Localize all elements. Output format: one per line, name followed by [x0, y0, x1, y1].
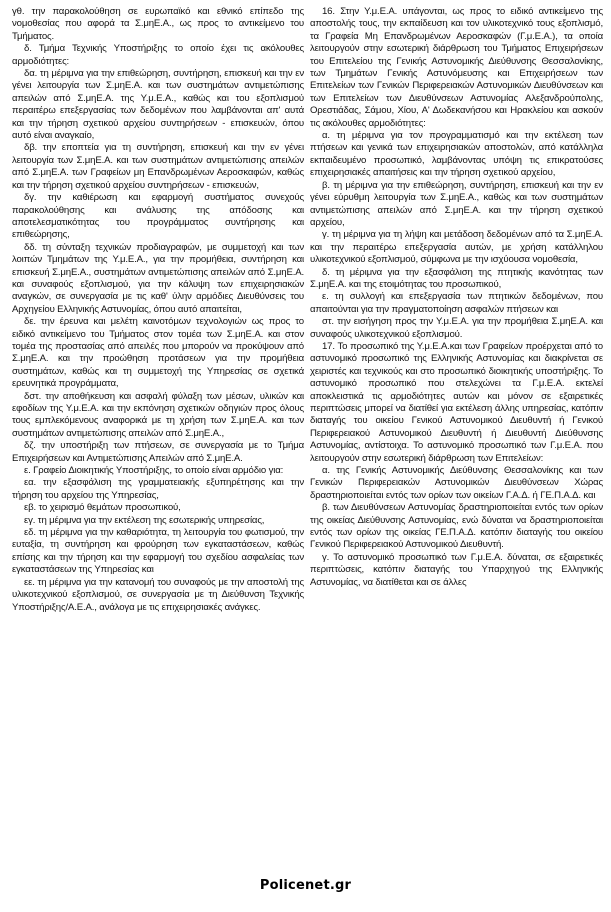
- paragraph: ε. Γραφείο Διοικητικής Υποστήριξης, το οποίο είναι αρμόδιο για:: [24, 465, 284, 477]
- paragraph: δ. τη μέριμνα για την εξασφάλιση της πτητικής ικανότητας των Σ.μηΕ.Α. και της ετοιμότητας του προσωπικού,: [310, 266, 603, 290]
- paragraph: δ. Τμήμα Τεχνικής Υποστήριξης το οποίο έχει τις ακόλουθες αρμοδιότητες:: [12, 43, 304, 67]
- left-text-column: [12, 6, 304, 870]
- site-watermark: Policenet.gr: [259, 878, 352, 893]
- paragraph: στ. την εισήγηση προς την Υ.μ.Ε.Α. για την προμήθεια Σ.μηΕ.Α. και συναφούς υλικοτεχνικού εξοπλισμού.: [310, 316, 603, 340]
- paragraph: εγ. τη μέριμνα για την εκτέλεση της εσωτερικής υπηρεσίας,: [24, 514, 265, 526]
- paragraph: δζ. την υποστήριξη των πτήσεων, σε συνεργασία με το Τμήμα Επιχειρήσεων και Αντιμετώπισης Απειλών από Σ.μηΕ.Α.: [12, 440, 304, 464]
- paragraph: α. τη μέριμνα για τον προγραμματισμό και την εκτέλεση των πτήσεων και γενικά των επιχειρησιακών αποστολών, από κατάλληλα εκπαιδευμένο προσωπικό, λαμβάνοντας υπόψη τις επικρατούσες επιχειρησιακές απαιτήσεις και την τήρηση σχετικού αρχείου,: [310, 130, 603, 179]
- paragraph: β. τη μέριμνα για την επιθεώρηση, συντήρηση, επισκευή και την εν γένει εύρυθμη λειτουργία των Σ.μηΕ.Α., καθώς και των συστημάτων αντιμετώπισης απειλών από Σ.μηΕ.Α. και την τήρηση σχετικού αρχείου,: [310, 179, 603, 228]
- paragraph: εδ. τη μέριμνα για την καθαριότητα, τη λειτουργία του φωτισμού, την ευταξία, τη συντήρηση και φρούρηση των εγκαταστάσεων, καθώς επίσης και την τήρηση και την εφαρμογή του σχεδίου ασφαλείας των εγκαταστάσεων της Υπηρεσίας και: [12, 527, 304, 576]
- paragraph: ε. τη συλλογή και επεξεργασία των πτητικών δεδομένων, που απαιτούνται για την πραγματοποίηση ασφαλών πτήσεων και: [310, 291, 603, 315]
- paragraph: γθ. την παρακολούθηση σε ευρωπαϊκό και εθνικό επίπεδο της νομοθεσίας που αφορά τα Σ.μηΕ.Α., ως προς το αντικείμενο του Τμήματος.: [12, 6, 304, 42]
- paragraph: δα. τη μέριμνα για την επιθεώρηση, συντήρηση, επισκευή και την εν γένει λειτουργία των Σ.μηΕ.Α. και των συστημάτων αντιμετώπισης απειλών από Σ.μηΕ.Α. της Υ.μ.Ε.Α., καθώς και του εξοπλισμού περαιτέρω επεξεργασίας των δεδομένων που λαμβάνονται απ' αυτά και την τήρηση σχετικού αρχείου συντηρήσεων - επισκευών, όπου αυτό είναι αναγκαίο,: [12, 68, 304, 142]
- paragraph: δε. την έρευνα και μελέτη καινοτόμων τεχνολογιών ως προς το ειδικό αντικείμενο του Τμήματος στον τομέα των Σ.μηΕ.Α. και στον τομέα της προστασίας από απειλές που μπορούν να προκύψουν από Σ.μηΕ.Α. και την προώθηση προτάσεων για την προμήθεια συστημάτων, καθώς και τη συμμετοχή της Υπηρεσίας σε σχετικά ερευνητικά προγράμματα,: [12, 316, 304, 390]
- paragraph: δδ. τη σύνταξη τεχνικών προδιαγραφών, με συμμετοχή και των λοιπών Τμημάτων της Υ.μ.Ε.Α., για την προμήθεια, συντήρηση και επισκευή Σ.μηΕ.Α., συστημάτων αντιμετώπισης απειλών από Σ.μηΕ.Α. και συναφούς εξοπλισμού, για την κάλυψη των επιχειρησιακών αναγκών, σε συνεργασία με τις καθ' ύλην αρμόδιες Διευθύνσεις του Αρχηγείου Ελληνικής Αστυνομίας, όπου αυτό απαιτείται,: [12, 241, 304, 315]
- paragraph: α. της Γενικής Αστυνομικής Διεύθυνσης Θεσσαλονίκης και των Γενικών Περιφερειακών Αστυνομικών Διευθύνσεων Χώρας δραστηριοποιείται εντός των ορίων των οικείων Γ.Α.Δ. ή ΓΕ.Π.Α.Δ. και: [310, 465, 603, 501]
- paragraph: εβ. το χειρισμό θεμάτων προσωπικού,: [24, 502, 181, 514]
- paragraph: δγ. την καθιέρωση και εφαρμογή συστήματος συνεχούς παρακολούθησης και ανάλυσης της απόδοσης και αποτελεσματικότητας του προγράμματος συντήρησης και επιθεώρησης,: [12, 192, 304, 241]
- right-text-column: [310, 6, 603, 870]
- paragraph: δστ. την αποθήκευση και ασφαλή φύλαξη των μέσων, υλικών και εφοδίων της Υ.μ.Ε.Α. και την εκπόνηση σχετικών οδηγιών προς όλους τους εμπλεκόμενους αναφορικά με τη χρήση των Σ.μηΕ.Α. και των συστημάτων αντιμετώπισης απειλών από Σ.μηΕ.Α.,: [12, 390, 304, 439]
- paragraph: εε. τη μέριμνα για την κατανομή του συναφούς με την αποστολή της υλικοτεχνικού εξοπλισμού, σε συνεργασία με τη Διεύθυνση Τεχνικής Υποστήριξης/Α.Ε.Α., ανάλογα με τις επιχειρησιακές ανάγκες.: [12, 576, 304, 613]
- paragraph: γ. τη μέριμνα για τη λήψη και μετάδοση δεδομένων από τα Σ.μηΕ.Α. και την περαιτέρω επεξεργασία αυτών, με χρήση κατάλληλου υλικοτεχνικού εξοπλισμού, σύμφωνα με την ισχύουσα νομοθεσία,: [310, 229, 603, 266]
- paragraph: γ. Το αστυνομικό προσωπικό των Γ.μ.Ε.Α. δύναται, σε εξαιρετικές περιπτώσεις, κατόπιν διαταγής του Υπαρχηγού της Ελληνικής Αστυνομίας, να διατίθεται και σε άλλες: [310, 551, 603, 588]
- paragraph: δβ. την εποπτεία για τη συντήρηση, επισκευή και την εν γένει λειτουργία των Σ.μηΕ.Α. και των συστημάτων αντιμετώπισης απειλών από Σ.μηΕ.Α. των Γραφείων μη Επανδρωμένων Αεροσκαφών, καθώς και την τήρηση σχετικού αρχείου συντηρήσεων - επισκευών,: [12, 142, 304, 191]
- paragraph: 16. Στην Υ.μ.Ε.Α. υπάγονται, ως προς το ειδικό αντικείμενο της αποστολής τους, την εκπαίδευση και τον υλικοτεχνικό τους εξοπλισμό, τα Γραφεία Μη Επανδρωμένων Αεροσκαφών (Γ.μ.Ε.Α.), τα οποία λειτουργούν στην εσωτερική διάρθρωση του Τμήματος Επιχειρήσεων του Επιτελείου της Γενικής Αστυνομικής Διεύθυνσης Θεσσαλονίκης, των Τμημάτων Γενικής Αστυνόμευσης και Επιχειρήσεων των Επιτελείων των Γενικών Περιφερειακών Αστυνομικών Διευθύνσεων και των Επιτελείων των Διευθύνσεων Αστυνομίας Αλεξανδρούπολης, Ορεστιάδας, Σάμου, Χίου, Α' Δωδεκανήσου και Ηρακλείου και ασκούν τις ακόλουθες αρμοδιότητες:: [310, 6, 603, 129]
- paragraph: 17. Το προσωπικό της Υ.μ.Ε.Α.και των Γραφείων προέρχεται από το αστυνομικό προσωπικό της Ελληνικής Αστυνομίας και διακρίνεται σε χειριστές και τεχνικούς και στο προσωπικό διοικητικής υποστήριξης. Το αστυνομικό προσωπικό που στελεχώνει τα Γ.μ.Ε.Α. εκτελεί αποκλειστικά τις αρμοδιότητες αυτών και μόνον σε εξαιρετικές περιπτώσεις μπορεί να διατίθεί για εκτέλεση άλλης υπηρεσίας, κατόπιν διαταγής του οικείου Γενικού Αστυνομικού Διευθυντή ή Γενικού Περιφερειακού Αστυνομικού Διευθυντή ή Διευθυντή Διεύθυνσης Αστυνομίας, αντίστοιχα. Το αστυνομικό προσωπικό των Γ.μ.Ε.Α. που λειτουργούν στην εσωτερική διάρθρωση των Επιτελείων:: [310, 340, 603, 464]
- paragraph: β. των Διευθύνσεων Αστυνομίας δραστηριοποιείται εντός των ορίων της οικείας Διεύθυνσης Αστυνομίας, ενώ δύναται να δραστηριοποιείται εντός των ορίων της οικείας ΓΕ.Π.Α.Δ. κατόπιν διαταγής του οικείου Γενικού Περιφερειακού Αστυνομικού Διευθυντή.: [310, 502, 603, 551]
- paragraph: εα. την εξασφάλιση της γραμματειακής εξυπηρέτησης και την τήρηση του αρχείου της Υπηρεσίας,: [12, 477, 304, 501]
